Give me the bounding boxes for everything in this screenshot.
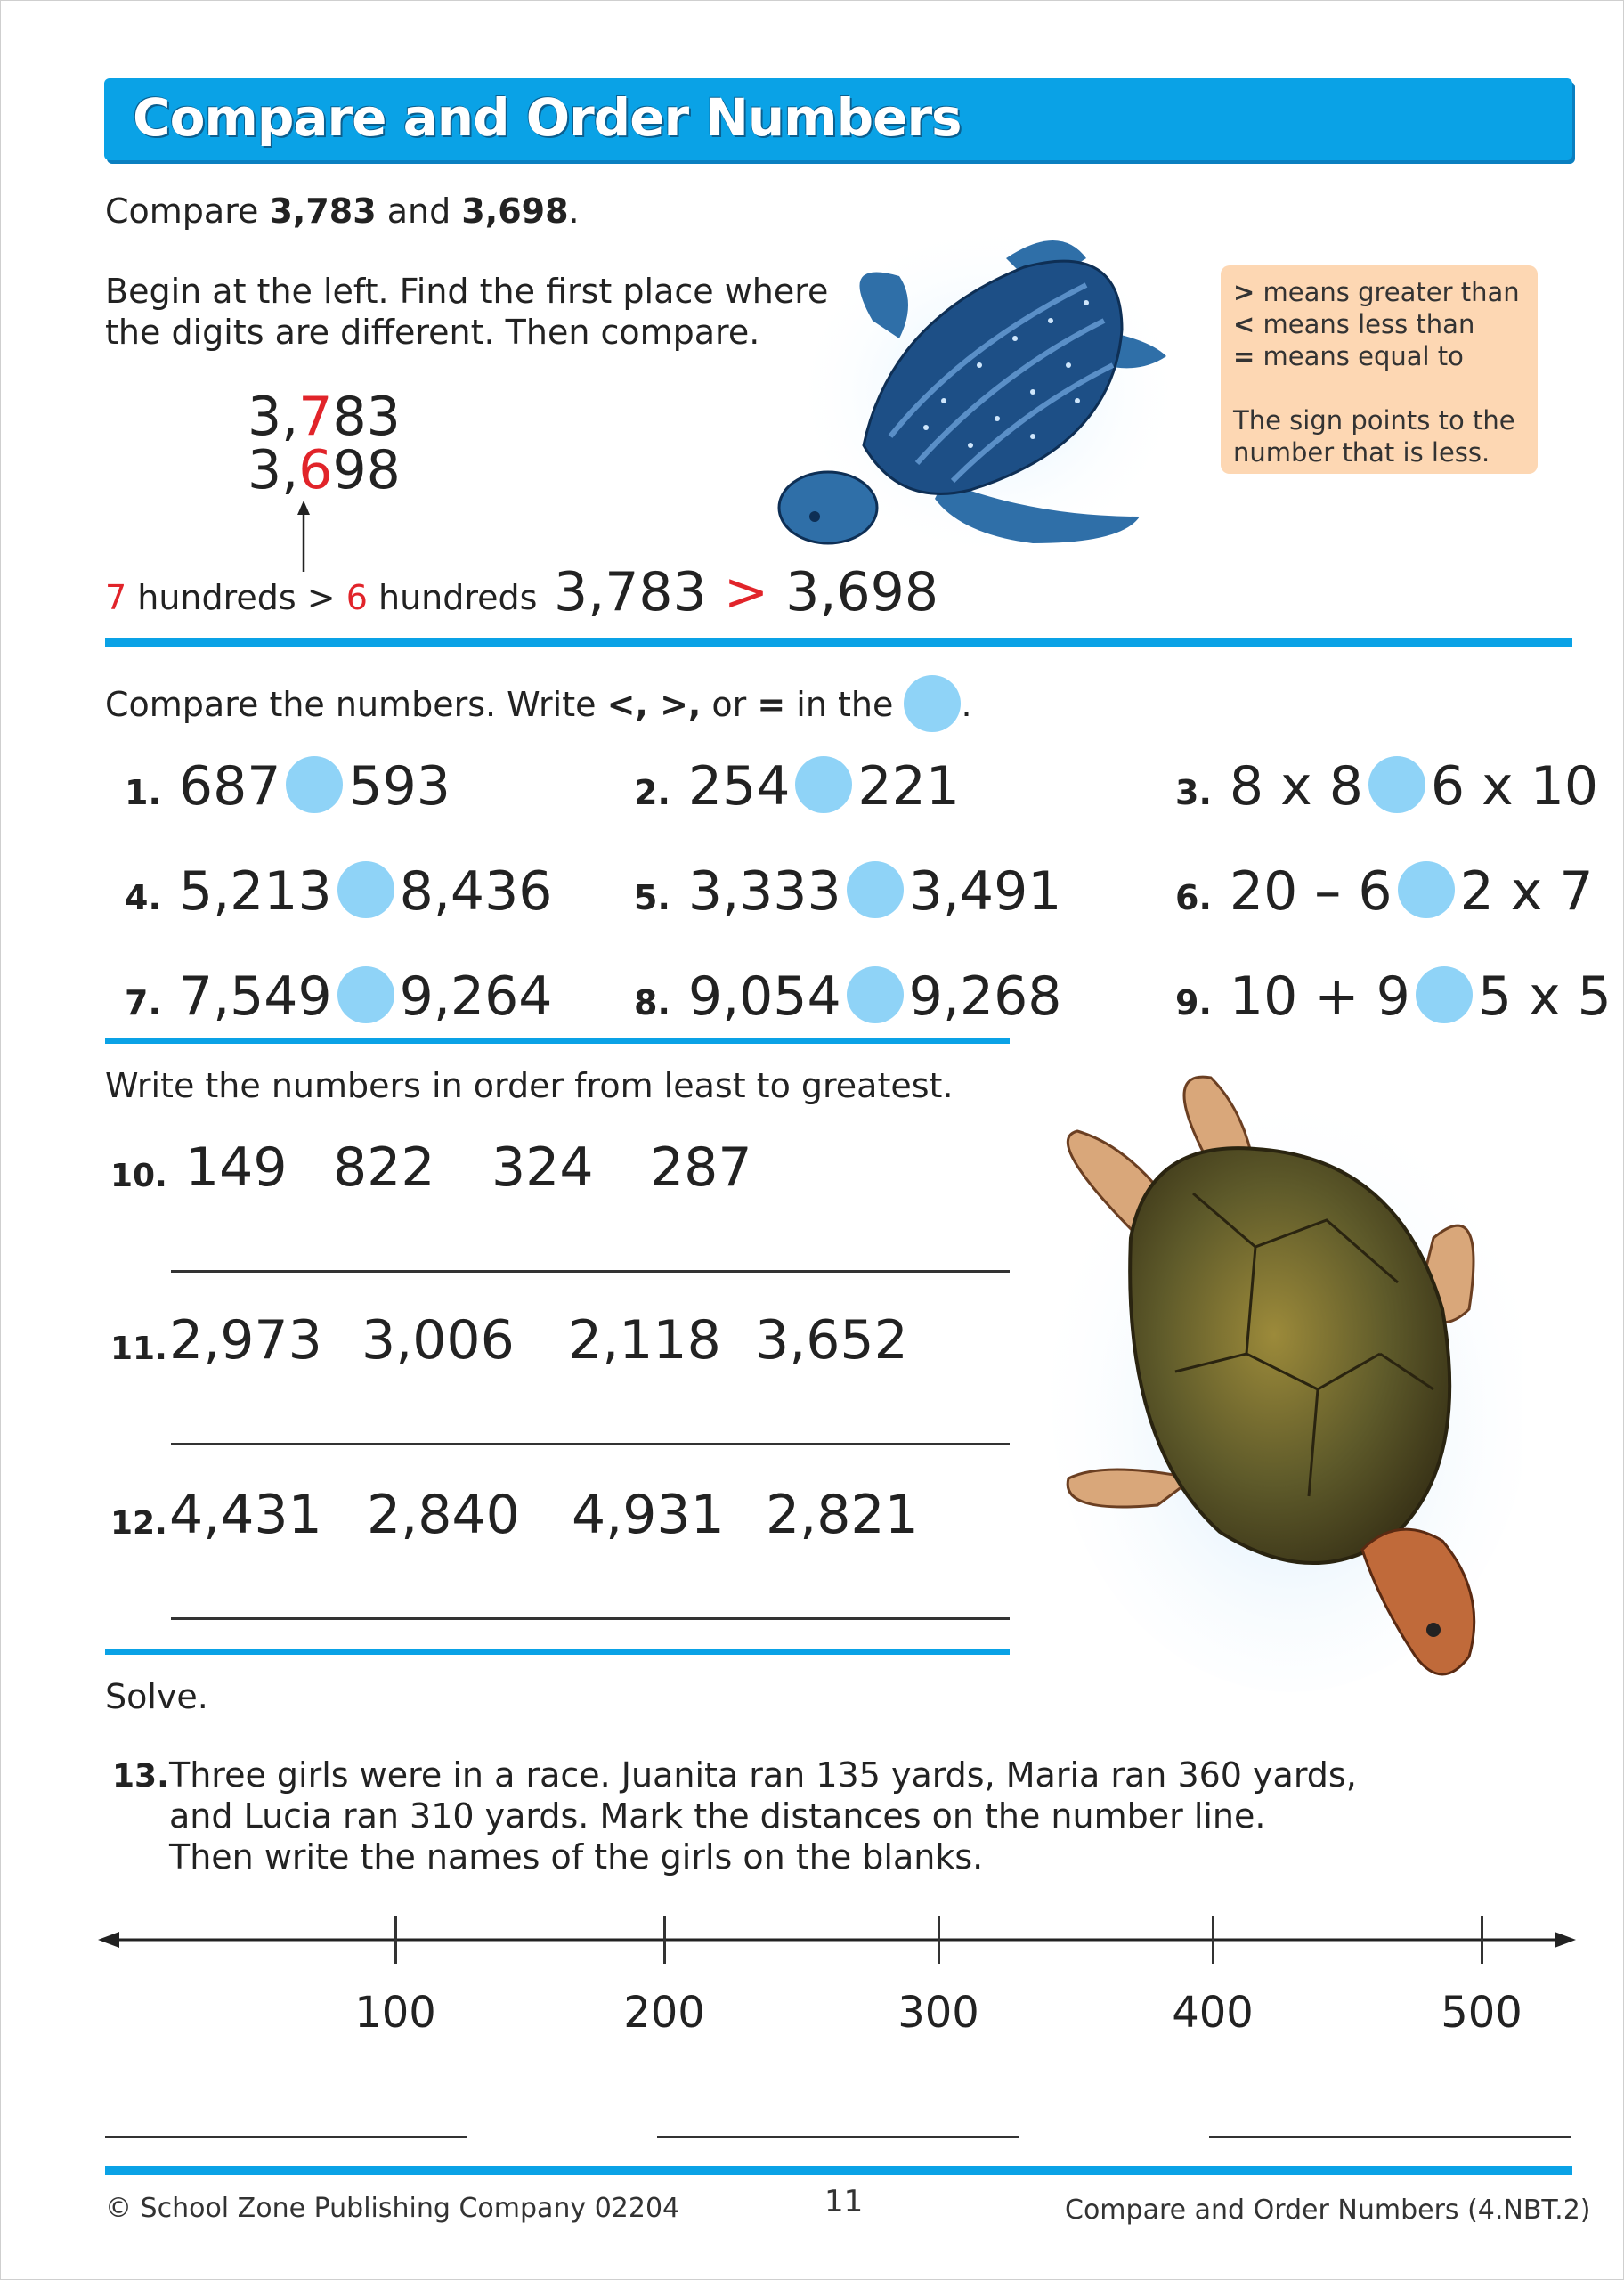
answer-bubble[interactable] [847, 861, 904, 918]
number-line-tick [938, 1916, 940, 1964]
intro-line: Compare 3,783 and 3,698. [105, 191, 580, 231]
order-value: 3,652 [755, 1309, 908, 1372]
right-expression: 221 [857, 755, 960, 818]
problem-number: 7. [125, 983, 161, 1022]
answer-blank[interactable] [171, 1270, 1010, 1273]
number-line-label: 500 [1441, 1988, 1522, 2038]
left-expression: 9,054 [687, 965, 841, 1028]
answer-blank[interactable] [171, 1443, 1010, 1445]
footer-divider [105, 2166, 1572, 2175]
answer-blank[interactable] [657, 2136, 1019, 2138]
compare-problem [634, 755, 960, 824]
solve-heading: Solve. [105, 1677, 208, 1716]
loggerhead-turtle-illustration [1024, 1015, 1522, 1692]
number-line-tick [1481, 1916, 1483, 1964]
compare-problem [125, 755, 451, 824]
page-number: 11 [824, 2184, 864, 2219]
answer-bubble[interactable] [1398, 861, 1455, 918]
left-expression: 3,333 [687, 860, 841, 923]
page-title: Compare and Order Numbers [133, 87, 962, 148]
left-expression: 8 x 8 [1229, 755, 1363, 818]
left-expression: 5,213 [178, 860, 332, 923]
order-value: 3,006 [361, 1309, 515, 1372]
compare-problem [634, 965, 1061, 1034]
order-value: 4,931 [572, 1484, 725, 1546]
answer-bubble[interactable] [337, 861, 394, 918]
problem-number: 6. [1175, 878, 1212, 917]
order-value: 2,840 [367, 1484, 520, 1546]
answer-bubble[interactable] [286, 756, 343, 813]
bubble-icon [904, 675, 961, 732]
right-expression: 5 x 5 [1477, 965, 1612, 1028]
compare-problem [125, 965, 552, 1034]
problem-number: 10. [110, 1158, 167, 1194]
problem-number: 11. [110, 1331, 167, 1367]
order-value: 822 [333, 1136, 435, 1199]
number-line-label: 400 [1172, 1988, 1254, 2038]
number-line-tick [1212, 1916, 1214, 1964]
problem-number: 12. [110, 1505, 167, 1542]
answer-blank[interactable] [105, 2136, 467, 2138]
number-line-label: 100 [354, 1988, 436, 2038]
up-arrow-icon [294, 501, 313, 574]
section-divider [105, 1649, 1010, 1655]
instructions: Begin at the left. Find the first place where the digits are different. Then compare. [105, 272, 829, 352]
footer-topic: Compare and Order Numbers (4.NBT.2) [1065, 2194, 1591, 2226]
answer-bubble[interactable] [847, 966, 904, 1023]
compare-problem [1175, 755, 1598, 824]
example-result: 3,783 > 3,698 [554, 561, 938, 623]
left-expression: 687 [178, 755, 281, 818]
left-expression: 20 – 6 [1229, 860, 1393, 923]
example-explanation: 7 hundreds > 6 hundreds [105, 578, 538, 617]
order-value: 2,821 [766, 1484, 919, 1546]
problem-number: 13. [112, 1758, 169, 1795]
order-instructions: Write the numbers in order from least to greatest. [105, 1066, 954, 1105]
example-number-top: 3,783 [248, 386, 401, 448]
example-number-bottom: 3,698 [248, 439, 401, 501]
compare-problem [634, 860, 1061, 929]
section-divider [105, 1038, 1010, 1044]
compare-instructions: Compare the numbers. Write <, >, or = in the . [105, 675, 972, 732]
order-value: 4,431 [169, 1484, 322, 1546]
answer-bubble[interactable] [337, 966, 394, 1023]
answer-blank[interactable] [1209, 2136, 1571, 2138]
left-expression: 10 + 9 [1229, 965, 1410, 1028]
number-line-tick [663, 1916, 666, 1964]
compare-problem [1175, 860, 1594, 929]
number-line-tick [394, 1916, 397, 1964]
problem-number: 4. [125, 878, 161, 917]
footer-copyright: © School Zone Publishing Company 02204 [105, 2193, 680, 2224]
signs-note: > means greater than < means less than = means equal to The sign points to the number that is less. [1221, 265, 1538, 474]
compare-problem [125, 860, 552, 929]
right-expression: 6 x 10 [1430, 755, 1599, 818]
right-expression: 8,436 [399, 860, 553, 923]
order-value: 324 [491, 1136, 594, 1199]
section-divider [105, 638, 1572, 647]
right-expression: 2 x 7 [1459, 860, 1594, 923]
order-value: 2,973 [169, 1309, 322, 1372]
title-banner [104, 78, 1572, 160]
leatherback-turtle-illustration [766, 223, 1175, 579]
right-expression: 593 [348, 755, 451, 818]
problem-number: 2. [634, 773, 670, 812]
left-expression: 7,549 [178, 965, 332, 1028]
problem-number: 1. [125, 773, 161, 812]
problem-number: 5. [634, 878, 670, 917]
number-line-label: 200 [623, 1988, 705, 2038]
right-expression: 9,268 [908, 965, 1062, 1028]
order-value: 149 [185, 1136, 288, 1199]
order-value: 2,118 [568, 1309, 721, 1372]
number-line-label: 300 [897, 1988, 979, 2038]
problem-number: 3. [1175, 773, 1212, 812]
problem-number: 8. [634, 983, 670, 1022]
right-expression: 9,264 [399, 965, 553, 1028]
answer-blank[interactable] [171, 1617, 1010, 1620]
answer-bubble[interactable] [1368, 756, 1425, 813]
problem-number: 9. [1175, 983, 1212, 1022]
right-expression: 3,491 [908, 860, 1062, 923]
order-value: 287 [650, 1136, 752, 1199]
answer-bubble[interactable] [795, 756, 852, 813]
word-problem: Three girls were in a race. Juanita ran 135 yards, Maria ran 360 yards, and Lucia ran 310 yards. Mark the distances on the number line. Then write the names of the girls on the blanks. [169, 1755, 1357, 1877]
number-line [98, 1915, 1576, 1968]
left-expression: 254 [687, 755, 791, 818]
